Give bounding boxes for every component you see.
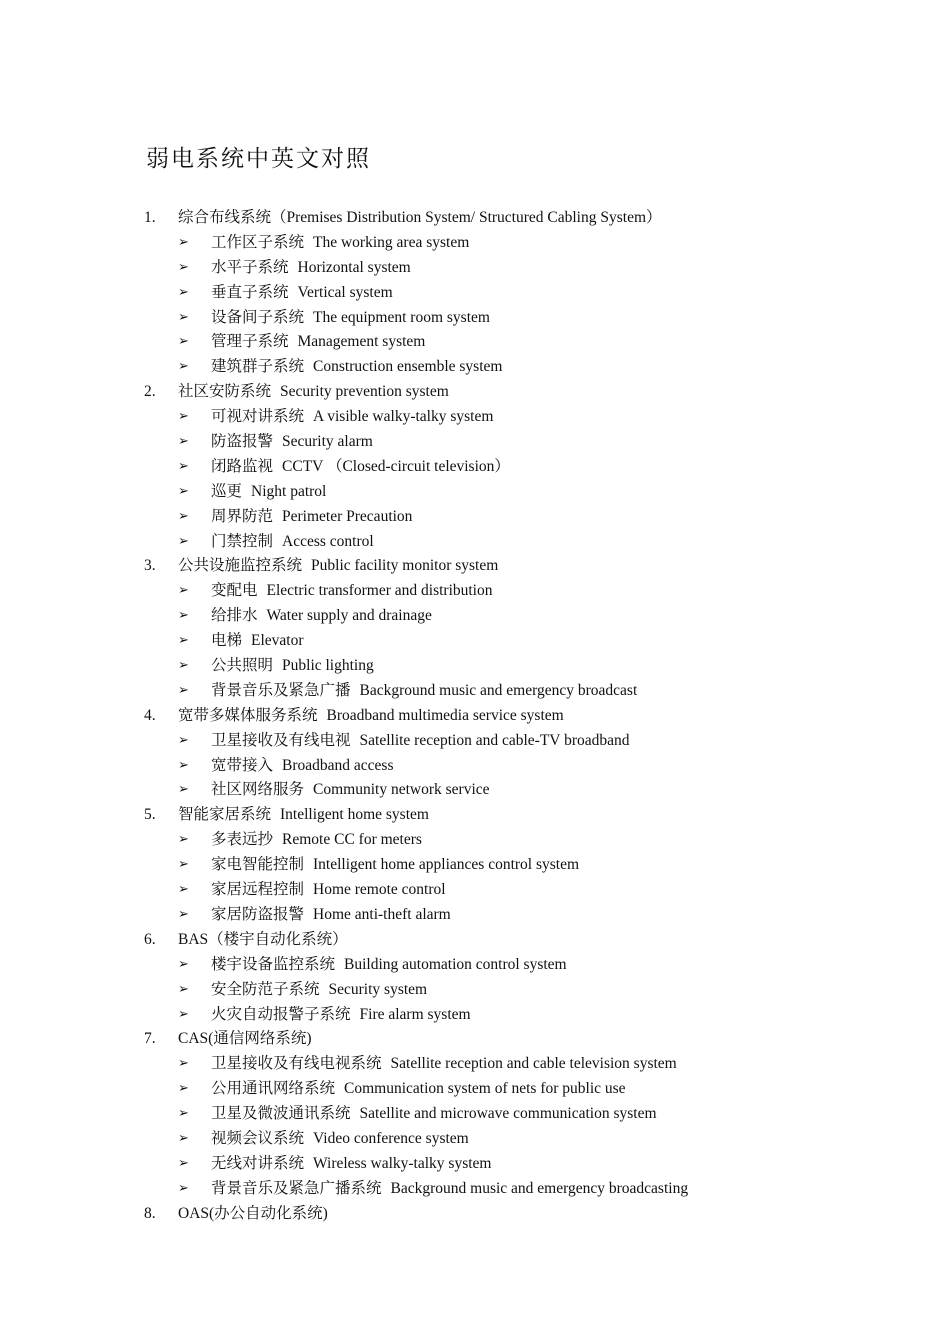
item-zh: 门禁控制: [211, 532, 274, 550]
item-en: The working area system: [313, 233, 470, 251]
section-heading: [0, 1202, 950, 1227]
list-item: [0, 530, 950, 555]
item-zh: 公共照明: [211, 657, 274, 675]
item-zh: 工作区子系统: [211, 233, 305, 251]
item-zh: 卫星接收及有线电视系统: [211, 1055, 382, 1073]
arrow-bullet-icon: ➢: [178, 1155, 189, 1171]
arrow-bullet-icon: ➢: [178, 284, 189, 300]
section-title-zh: 智能家居系统: [178, 806, 272, 824]
section-title: [178, 704, 564, 729]
item-en: Satellite reception and cable-TV broadband: [359, 731, 630, 749]
item-en: Background music and emergency broadcasting: [390, 1179, 689, 1197]
item-en: Background music and emergency broadcast: [359, 681, 638, 699]
item-en: Satellite reception and cable television system: [390, 1055, 677, 1073]
list-item: [0, 430, 950, 455]
item-zh: 无线对讲系统: [211, 1154, 305, 1172]
item-text: [211, 729, 630, 754]
item-en: Perimeter Precaution: [282, 507, 413, 525]
arrow-bullet-icon: ➢: [178, 508, 189, 524]
item-zh: 家居远程控制: [211, 881, 305, 899]
list-item: [0, 455, 950, 480]
section-heading: [0, 554, 950, 579]
item-zh: 变配电: [211, 582, 258, 600]
item-en: Satellite and microwave communication system: [359, 1105, 657, 1123]
list-item: [0, 754, 950, 779]
arrow-bullet-icon: ➢: [178, 682, 189, 698]
arrow-bullet-icon: ➢: [178, 483, 189, 499]
section-number: 6.: [144, 930, 156, 948]
item-zh: 安全防范子系统: [211, 980, 320, 998]
list-item: [0, 405, 950, 430]
section-title-zh: 综合布线系统（Premises Distribution System/ Structured Cabling System）: [178, 209, 662, 226]
section-heading: [0, 1027, 950, 1052]
list-item: [0, 1127, 950, 1152]
item-en: Night patrol: [251, 482, 327, 500]
item-zh: 视频会议系统: [211, 1129, 305, 1147]
item-zh: 垂直子系统: [211, 283, 289, 301]
section-title: [178, 928, 357, 953]
item-zh: 可视对讲系统: [211, 408, 305, 426]
item-text: [211, 1102, 657, 1127]
arrow-bullet-icon: ➢: [178, 882, 189, 898]
item-zh: 水平子系统: [211, 258, 289, 276]
item-text: [211, 355, 502, 380]
section-title-en: Intelligent home system: [280, 806, 429, 824]
list-item: [0, 729, 950, 754]
arrow-bullet-icon: ➢: [178, 1006, 189, 1022]
item-en: Electric transformer and distribution: [266, 582, 493, 600]
item-text: [211, 654, 374, 679]
item-zh: 家电智能控制: [211, 856, 305, 874]
system-list: [0, 206, 950, 1227]
section-number: 5.: [144, 806, 156, 824]
item-en: Home remote control: [313, 881, 446, 899]
arrow-bullet-icon: ➢: [178, 334, 189, 350]
list-item: [0, 330, 950, 355]
list-item: [0, 878, 950, 903]
list-item: [0, 505, 950, 530]
item-en: Home anti-theft alarm: [313, 905, 451, 923]
section-title-en: Public facility monitor system: [311, 557, 499, 575]
item-en: Remote CC for meters: [282, 831, 422, 849]
section-title: [178, 380, 449, 405]
item-en: Intelligent home appliances control system: [313, 856, 580, 874]
section-title: [178, 206, 671, 231]
item-zh: 电梯: [211, 632, 243, 650]
item-text: [211, 754, 393, 779]
list-item: [0, 978, 950, 1003]
section-heading: [0, 380, 950, 405]
item-text: [211, 903, 451, 928]
arrow-bullet-icon: ➢: [178, 533, 189, 549]
item-text: [211, 778, 490, 803]
item-zh: 家居防盗报警: [211, 905, 305, 923]
list-item: [0, 480, 950, 505]
item-en: Broadband access: [282, 756, 394, 774]
arrow-bullet-icon: ➢: [178, 234, 189, 250]
item-en: Building automation control system: [344, 955, 567, 973]
item-en: Horizontal system: [297, 258, 411, 276]
list-item: [0, 1102, 950, 1127]
item-en: Elevator: [251, 632, 304, 650]
arrow-bullet-icon: ➢: [178, 259, 189, 275]
list-item: [0, 778, 950, 803]
item-text: [211, 604, 432, 629]
list-item: [0, 629, 950, 654]
section-number: 1.: [144, 209, 156, 226]
section-title: [178, 1202, 337, 1227]
item-zh: 防盗报警: [211, 433, 274, 451]
arrow-bullet-icon: ➢: [178, 956, 189, 972]
section-number: 4.: [144, 706, 156, 724]
list-item: [0, 231, 950, 256]
item-text: [211, 629, 304, 654]
list-item: [0, 654, 950, 679]
item-text: [211, 679, 637, 704]
arrow-bullet-icon: ➢: [178, 1056, 189, 1072]
item-zh: 管理子系统: [211, 333, 289, 351]
item-en: Public lighting: [282, 657, 374, 675]
list-item: [0, 953, 950, 978]
item-zh: 社区网络服务: [211, 781, 305, 799]
list-item: [0, 1077, 950, 1102]
item-zh: 宽带接入: [211, 756, 274, 774]
list-item: [0, 1052, 950, 1077]
arrow-bullet-icon: ➢: [178, 583, 189, 599]
section-heading: [0, 704, 950, 729]
item-en: Wireless walky-talky system: [313, 1154, 492, 1172]
section-title-zh: CAS(通信网络系统): [178, 1030, 312, 1048]
section-heading: [0, 803, 950, 828]
arrow-bullet-icon: ➢: [178, 857, 189, 873]
item-text: [211, 306, 490, 331]
section-number: 3.: [144, 557, 156, 575]
item-en: Security alarm: [282, 433, 373, 451]
arrow-bullet-icon: ➢: [178, 732, 189, 748]
section-title-zh: 公共设施监控系统: [178, 557, 303, 575]
item-text: [211, 430, 373, 455]
arrow-bullet-icon: ➢: [178, 1130, 189, 1146]
item-en: A visible walky-talky system: [313, 408, 494, 426]
item-text: [211, 1127, 469, 1152]
arrow-bullet-icon: ➢: [178, 359, 189, 375]
item-text: [211, 231, 469, 256]
list-item: [0, 1177, 950, 1202]
section-title-zh: 宽带多媒体服务系统: [178, 706, 318, 724]
section-heading: [0, 928, 950, 953]
section-title: [178, 554, 498, 579]
section-number: 2.: [144, 383, 156, 401]
item-text: [211, 281, 393, 306]
list-item: [0, 1003, 950, 1028]
item-en: Community network service: [313, 781, 490, 799]
list-item: [0, 355, 950, 380]
item-en: Access control: [282, 532, 374, 550]
section-title-en: Security prevention system: [280, 383, 449, 401]
item-en: Management system: [297, 333, 426, 351]
item-en: Vertical system: [297, 283, 393, 301]
arrow-bullet-icon: ➢: [178, 1081, 189, 1097]
item-en: Security system: [328, 980, 428, 998]
item-text: [211, 1003, 471, 1028]
list-item: [0, 903, 950, 928]
item-text: [211, 953, 567, 978]
list-item: [0, 828, 950, 853]
arrow-bullet-icon: ➢: [178, 658, 189, 674]
arrow-bullet-icon: ➢: [178, 782, 189, 798]
arrow-bullet-icon: ➢: [178, 309, 189, 325]
section-title-zh: OAS(办公自动化系统): [178, 1204, 328, 1222]
item-en: Water supply and drainage: [266, 607, 432, 625]
arrow-bullet-icon: ➢: [178, 1180, 189, 1196]
section-heading: [0, 206, 950, 231]
arrow-bullet-icon: ➢: [178, 757, 189, 773]
item-en: The equipment room system: [313, 308, 490, 326]
item-text: [211, 1052, 677, 1077]
item-text: [211, 1177, 688, 1202]
list-item: [0, 579, 950, 604]
item-zh: 多表远抄: [211, 831, 274, 849]
item-text: [211, 505, 412, 530]
item-text: [211, 828, 422, 853]
item-zh: 背景音乐及紧急广播: [211, 681, 351, 699]
section-title: [178, 803, 429, 828]
item-zh: 火灾自动报警子系统: [211, 1005, 351, 1023]
item-en: Fire alarm system: [359, 1005, 471, 1023]
item-zh: 楼宇设备监控系统: [211, 955, 336, 973]
arrow-bullet-icon: ➢: [178, 1106, 189, 1122]
item-text: [211, 480, 326, 505]
item-en: CCTV （Closed-circuit television）: [282, 457, 510, 475]
list-item: [0, 604, 950, 629]
list-item: [0, 256, 950, 281]
item-en: Construction ensemble system: [313, 358, 503, 376]
arrow-bullet-icon: ➢: [178, 981, 189, 997]
page-title: 弱电系统中英文对照: [146, 146, 371, 172]
item-zh: 闭路监视: [211, 457, 274, 475]
section-title-zh: BAS（楼宇自动化系统）: [178, 930, 348, 948]
item-zh: 卫星接收及有线电视: [211, 731, 351, 749]
section-title-zh: 社区安防系统: [178, 383, 272, 401]
item-zh: 公用通讯网络系统: [211, 1080, 336, 1098]
item-text: [211, 256, 411, 281]
item-text: [211, 455, 510, 480]
item-zh: 周界防范: [211, 507, 274, 525]
item-zh: 给排水: [211, 607, 258, 625]
section-number: 7.: [144, 1030, 156, 1048]
item-en: Video conference system: [313, 1129, 469, 1147]
arrow-bullet-icon: ➢: [178, 608, 189, 624]
arrow-bullet-icon: ➢: [178, 832, 189, 848]
section-number: 8.: [144, 1204, 156, 1222]
item-en: Communication system of nets for public use: [344, 1080, 626, 1098]
arrow-bullet-icon: ➢: [178, 906, 189, 922]
list-item: [0, 281, 950, 306]
list-item: [0, 679, 950, 704]
item-text: [211, 405, 493, 430]
item-text: [211, 530, 374, 555]
item-zh: 巡更: [211, 482, 243, 500]
item-zh: 设备间子系统: [211, 308, 305, 326]
item-zh: 背景音乐及紧急广播系统: [211, 1179, 382, 1197]
item-text: [211, 978, 427, 1003]
item-text: [211, 579, 492, 604]
list-item: [0, 306, 950, 331]
section-title: [178, 1027, 320, 1052]
item-text: [211, 1077, 626, 1102]
list-item: [0, 1152, 950, 1177]
arrow-bullet-icon: ➢: [178, 458, 189, 474]
item-text: [211, 878, 446, 903]
item-text: [211, 1152, 491, 1177]
item-zh: 卫星及微波通讯系统: [211, 1105, 351, 1123]
arrow-bullet-icon: ➢: [178, 409, 189, 425]
arrow-bullet-icon: ➢: [178, 633, 189, 649]
item-text: [211, 853, 579, 878]
section-title-en: Broadband multimedia service system: [326, 706, 564, 724]
list-item: [0, 853, 950, 878]
item-text: [211, 330, 425, 355]
arrow-bullet-icon: ➢: [178, 434, 189, 450]
item-zh: 建筑群子系统: [211, 358, 305, 376]
